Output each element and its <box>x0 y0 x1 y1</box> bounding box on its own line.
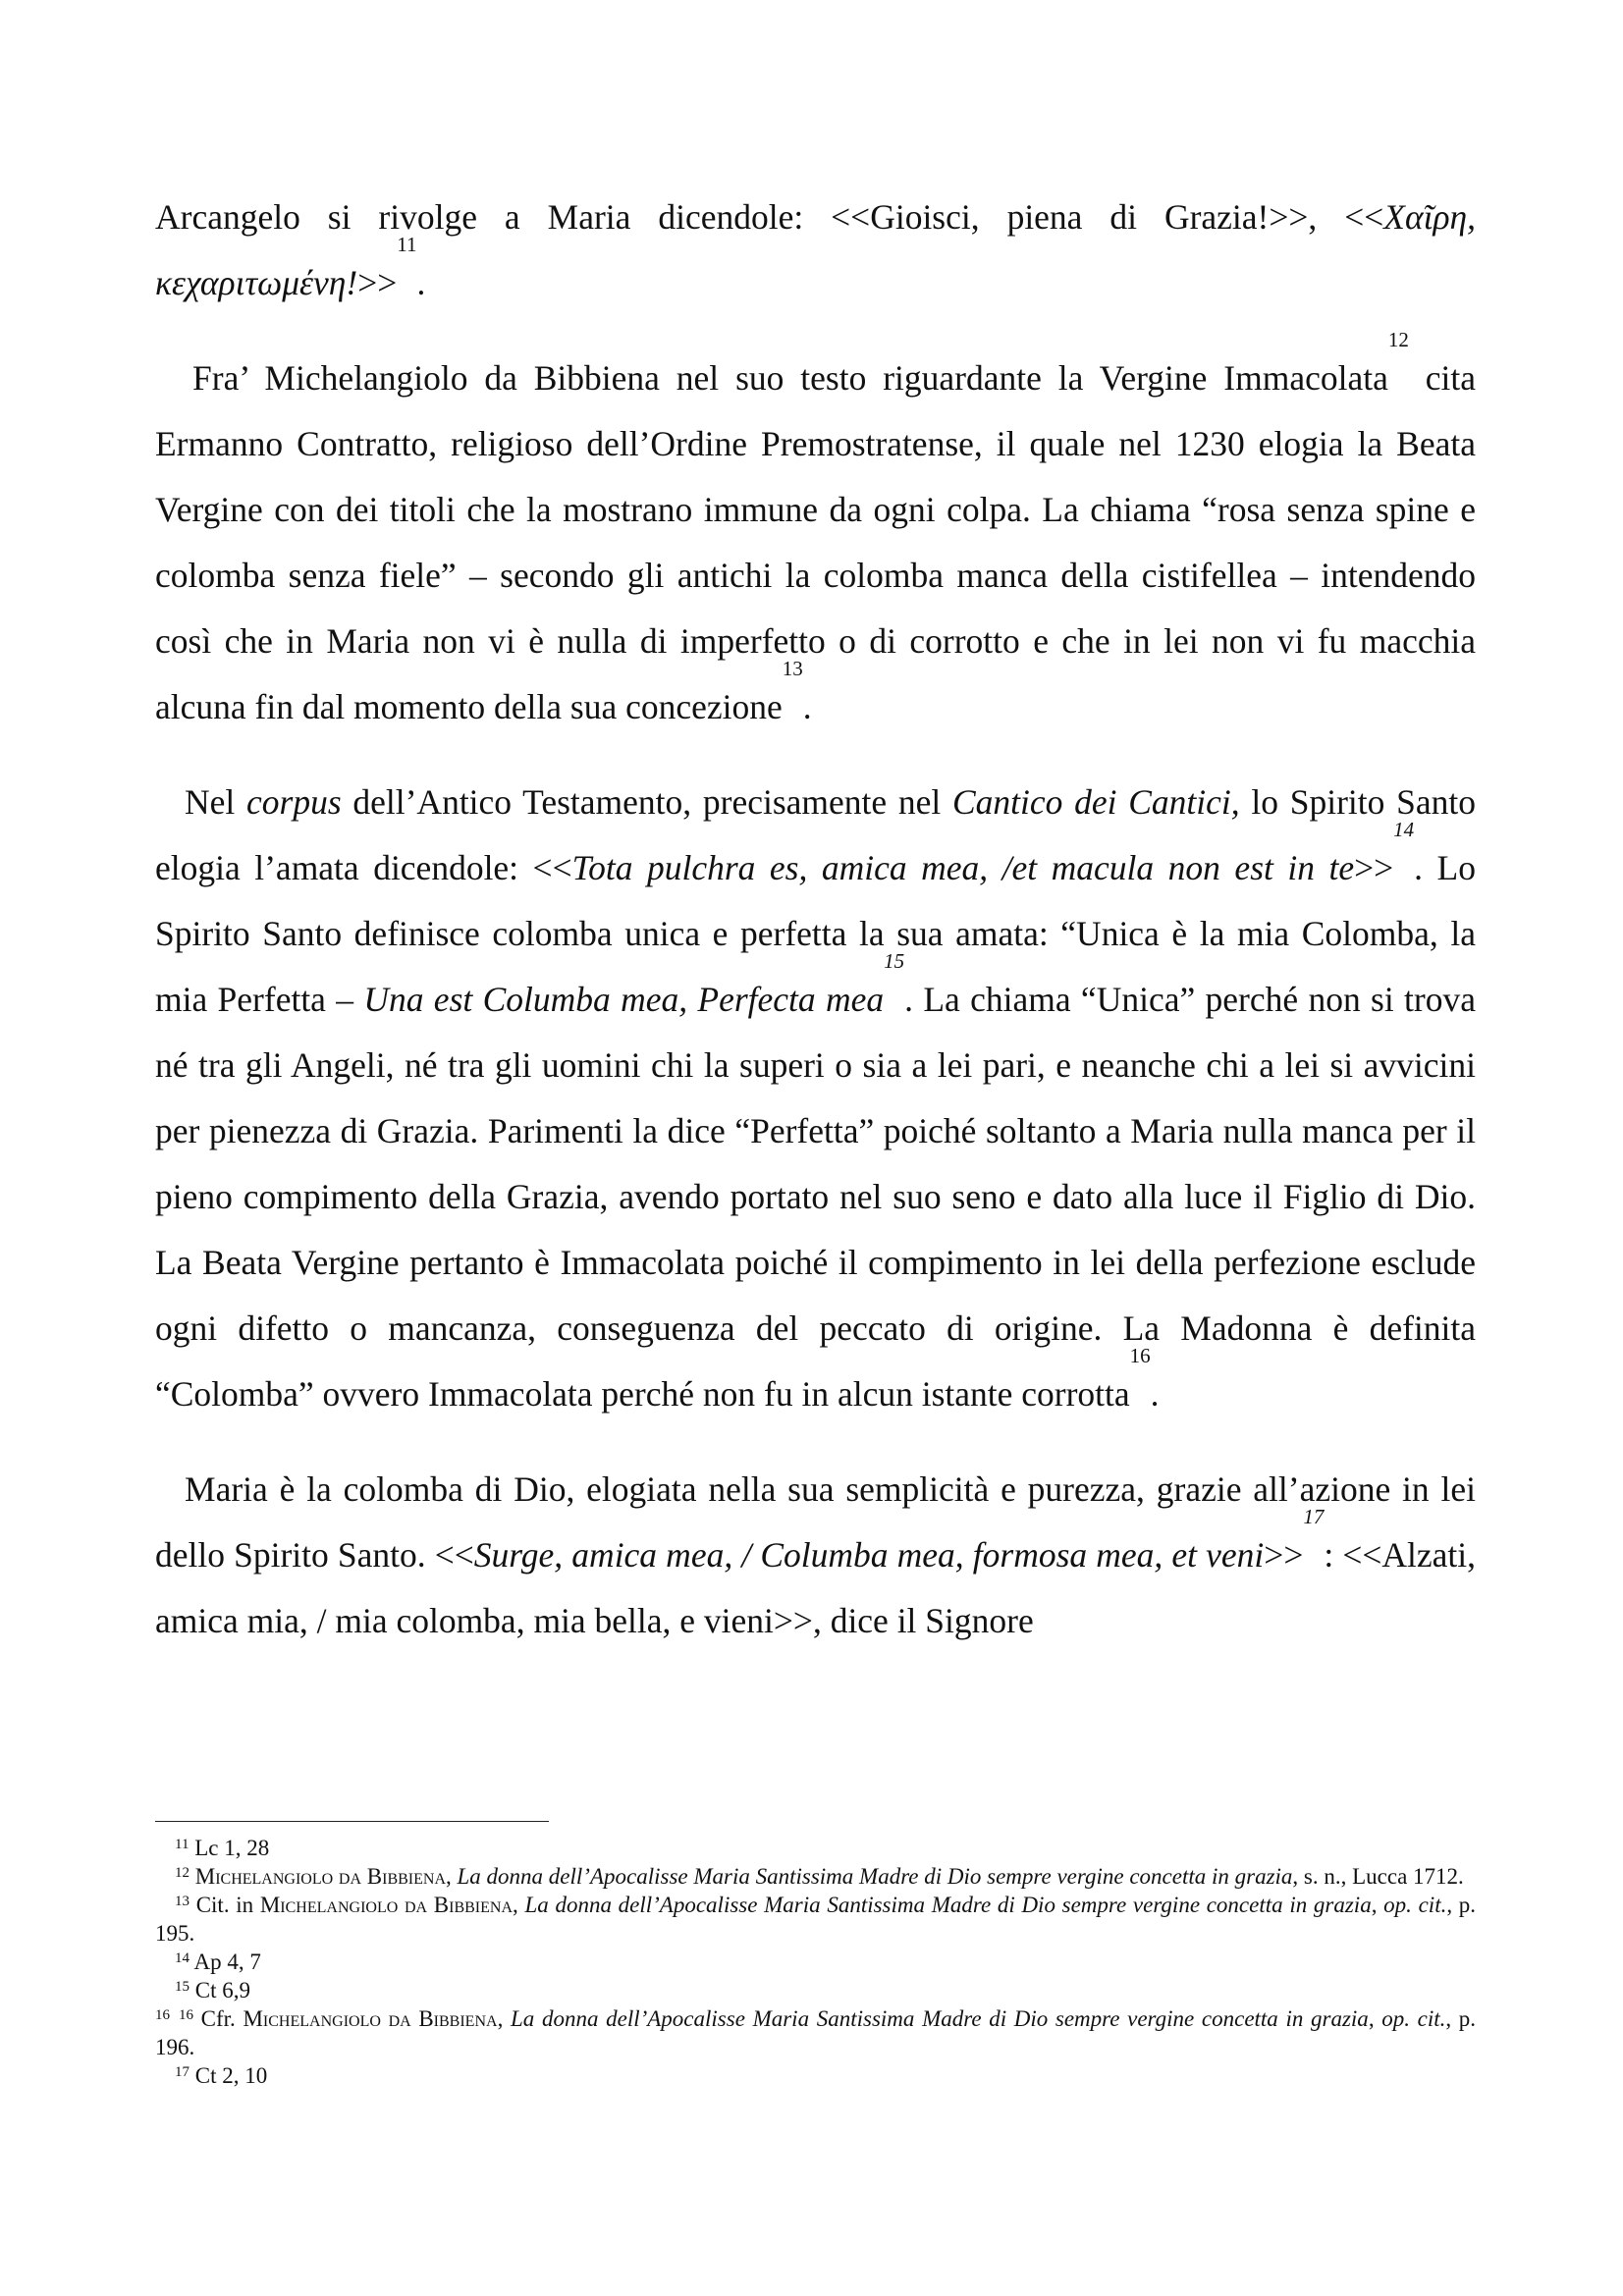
text-run: dell’Antico Testamento, precisamente nel <box>341 782 952 822</box>
text-run: >> <box>1354 848 1394 887</box>
text-run: Cfr. <box>200 2006 243 2031</box>
author-name: Michelangiolo da Bibbiena <box>243 2006 498 2031</box>
footnote <box>155 1976 1476 2004</box>
text-run: >> <box>1264 1535 1304 1575</box>
footnote-number: 13 <box>175 1894 189 1909</box>
paragraph <box>155 185 1476 316</box>
body-text <box>155 185 1476 1654</box>
footnote <box>155 2061 1476 2090</box>
italic-text: Una est Columba mea, Perfecta mea <box>363 980 885 1019</box>
author-name: Michelangiolo da Bibbiena <box>259 1893 514 1917</box>
text-run: Ct 6,9 <box>194 1978 250 2002</box>
text-run: : <<Alzati, amica mia, / mia colomba, mia bella, e vieni>>, dice il Signore <box>155 1535 1476 1640</box>
text-run: . Lo Spirito Santo definisce colomba unica e perfetta la sua amata: “Unica è la mia Colomba, la mia Perfetta – <box>155 848 1476 1019</box>
text-run: Cit. in <box>195 1893 260 1917</box>
footnote <box>155 1862 1476 1891</box>
text-run: cita Ermanno Contratto, religioso dell’Ordine Premostratense, il quale nel 1230 elogia la Beata Vergine con dei titoli che la mostrano immune da ogni colpa. La chiama “rosa senza spine e colomba senza fiele” – secondo gli antichi la colomba manca della cistifellea – intendendo così che in Maria non vi è nulla di imperfetto o di corrotto e che in lei non vi fu macchia alcuna fin dal momento della sua concezione <box>155 358 1476 726</box>
text-run: Arcangelo si rivolge a Maria dicendole: <<Gioisci, piena di Grazia!>>, << <box>155 197 1384 237</box>
text-run: . <box>802 687 812 726</box>
text-run: , s. n., Lucca 1712. <box>1292 1864 1464 1889</box>
italic-text: Χαῖρη, κεχαριτωμένη! <box>155 197 1476 302</box>
text-run: Nel <box>185 782 246 822</box>
text-run: . <box>416 263 426 302</box>
footnote-reference: 17 <box>1303 1505 1325 1528</box>
footnote-reference: 11 <box>397 233 417 256</box>
author-name: Michelangiolo da Bibbiena <box>194 1864 447 1889</box>
italic-text: La donna dell’Apocalisse Maria Santissima Madre di Dio sempre vergine concetta in grazia <box>524 1893 1372 1917</box>
footnotes <box>155 1834 1476 2090</box>
footnote-margin-number: 16 <box>155 2007 170 2023</box>
paragraph <box>155 1457 1476 1654</box>
italic-text: La donna dell’Apocalisse Maria Santissima Madre di Dio sempre vergine concetta in grazia <box>511 2006 1369 2031</box>
footnote-number: 11 <box>175 1837 189 1852</box>
footnote-number: 12 <box>175 1865 189 1881</box>
footnote <box>155 1948 1476 1976</box>
text-run: , <box>1371 1893 1384 1917</box>
footnote <box>155 1834 1476 1862</box>
italic-text: Tota pulchra es, amica mea, /et macula non est in te <box>571 848 1355 887</box>
text-run: lo Spirito Santo elogia l’amata dicendole: << <box>155 782 1476 887</box>
footnote-number: 14 <box>175 1950 189 1966</box>
footnote-separator <box>155 1821 549 1822</box>
paragraph <box>155 328 1476 740</box>
footnote-number: 15 <box>175 1979 189 1995</box>
text-run: >> <box>357 263 398 302</box>
footnote <box>155 1891 1476 1948</box>
text-run: , p. 195. <box>155 1893 1477 1946</box>
text-run: , p. 196. <box>155 2006 1477 2059</box>
text-run: , <box>513 1893 525 1917</box>
footnote-reference: 15 <box>884 949 905 973</box>
footnote-reference: 14 <box>1393 818 1415 841</box>
italic-text: Cantico dei Cantici, <box>952 782 1240 822</box>
footnote-number: 16 <box>179 2007 193 2023</box>
footnote-reference: 13 <box>782 657 803 680</box>
text-run: Maria è la colomba di Dio, elogiata nella sua semplicità e purezza, grazie all’azione in lei dello Spirito Santo. << <box>155 1469 1476 1575</box>
paragraph <box>155 770 1476 1427</box>
footnote-number: 17 <box>175 2064 189 2080</box>
footnote-reference: 12 <box>1387 328 1409 351</box>
text-run: Ct 2, 10 <box>194 2063 268 2088</box>
text-run: , <box>497 2006 511 2031</box>
text-run: . <box>1150 1374 1160 1414</box>
italic-text: corpus <box>246 782 342 822</box>
text-run: . La chiama “Unica” perché non si trova né tra gli Angeli, né tra gli uomini chi la superi o sia a lei pari, e neanche chi a lei si avvicini per pienezza di Grazia. Parimenti la dice “Perfetta” poiché soltanto a Maria nulla manca per il pieno compimento della Grazia, avendo portato nel suo seno e dato alla luce il Figlio di Dio. La Beata Vergine pertanto è Immacolata poiché il compimento in lei della perfezione esclude ogni difetto o mancanza, conseguenza del peccato di origine. La Madonna è definita “Colomba” ovvero Immacolata perché non fu in alcun istante corrotta <box>155 980 1476 1414</box>
text-run: Lc 1, 28 <box>194 1836 270 1860</box>
italic-text: op. cit. <box>1381 2006 1446 2031</box>
text-run: , <box>446 1864 458 1889</box>
italic-text: op. cit. <box>1383 1893 1447 1917</box>
footnote-reference: 16 <box>1129 1344 1151 1367</box>
text-run: , <box>1368 2006 1382 2031</box>
text-run: Ap 4, 7 <box>193 1949 261 1974</box>
italic-text: Surge, amica mea, / Columba mea, formosa mea, et veni <box>473 1535 1265 1575</box>
footnote <box>155 2004 1476 2061</box>
text-run: Fra’ Michelangiolo da Bibbiena nel suo testo riguardante la Vergine Immacolata <box>192 358 1388 398</box>
italic-text: La donna dell’Apocalisse Maria Santissima Madre di Dio sempre vergine concetta in grazia <box>457 1864 1293 1889</box>
